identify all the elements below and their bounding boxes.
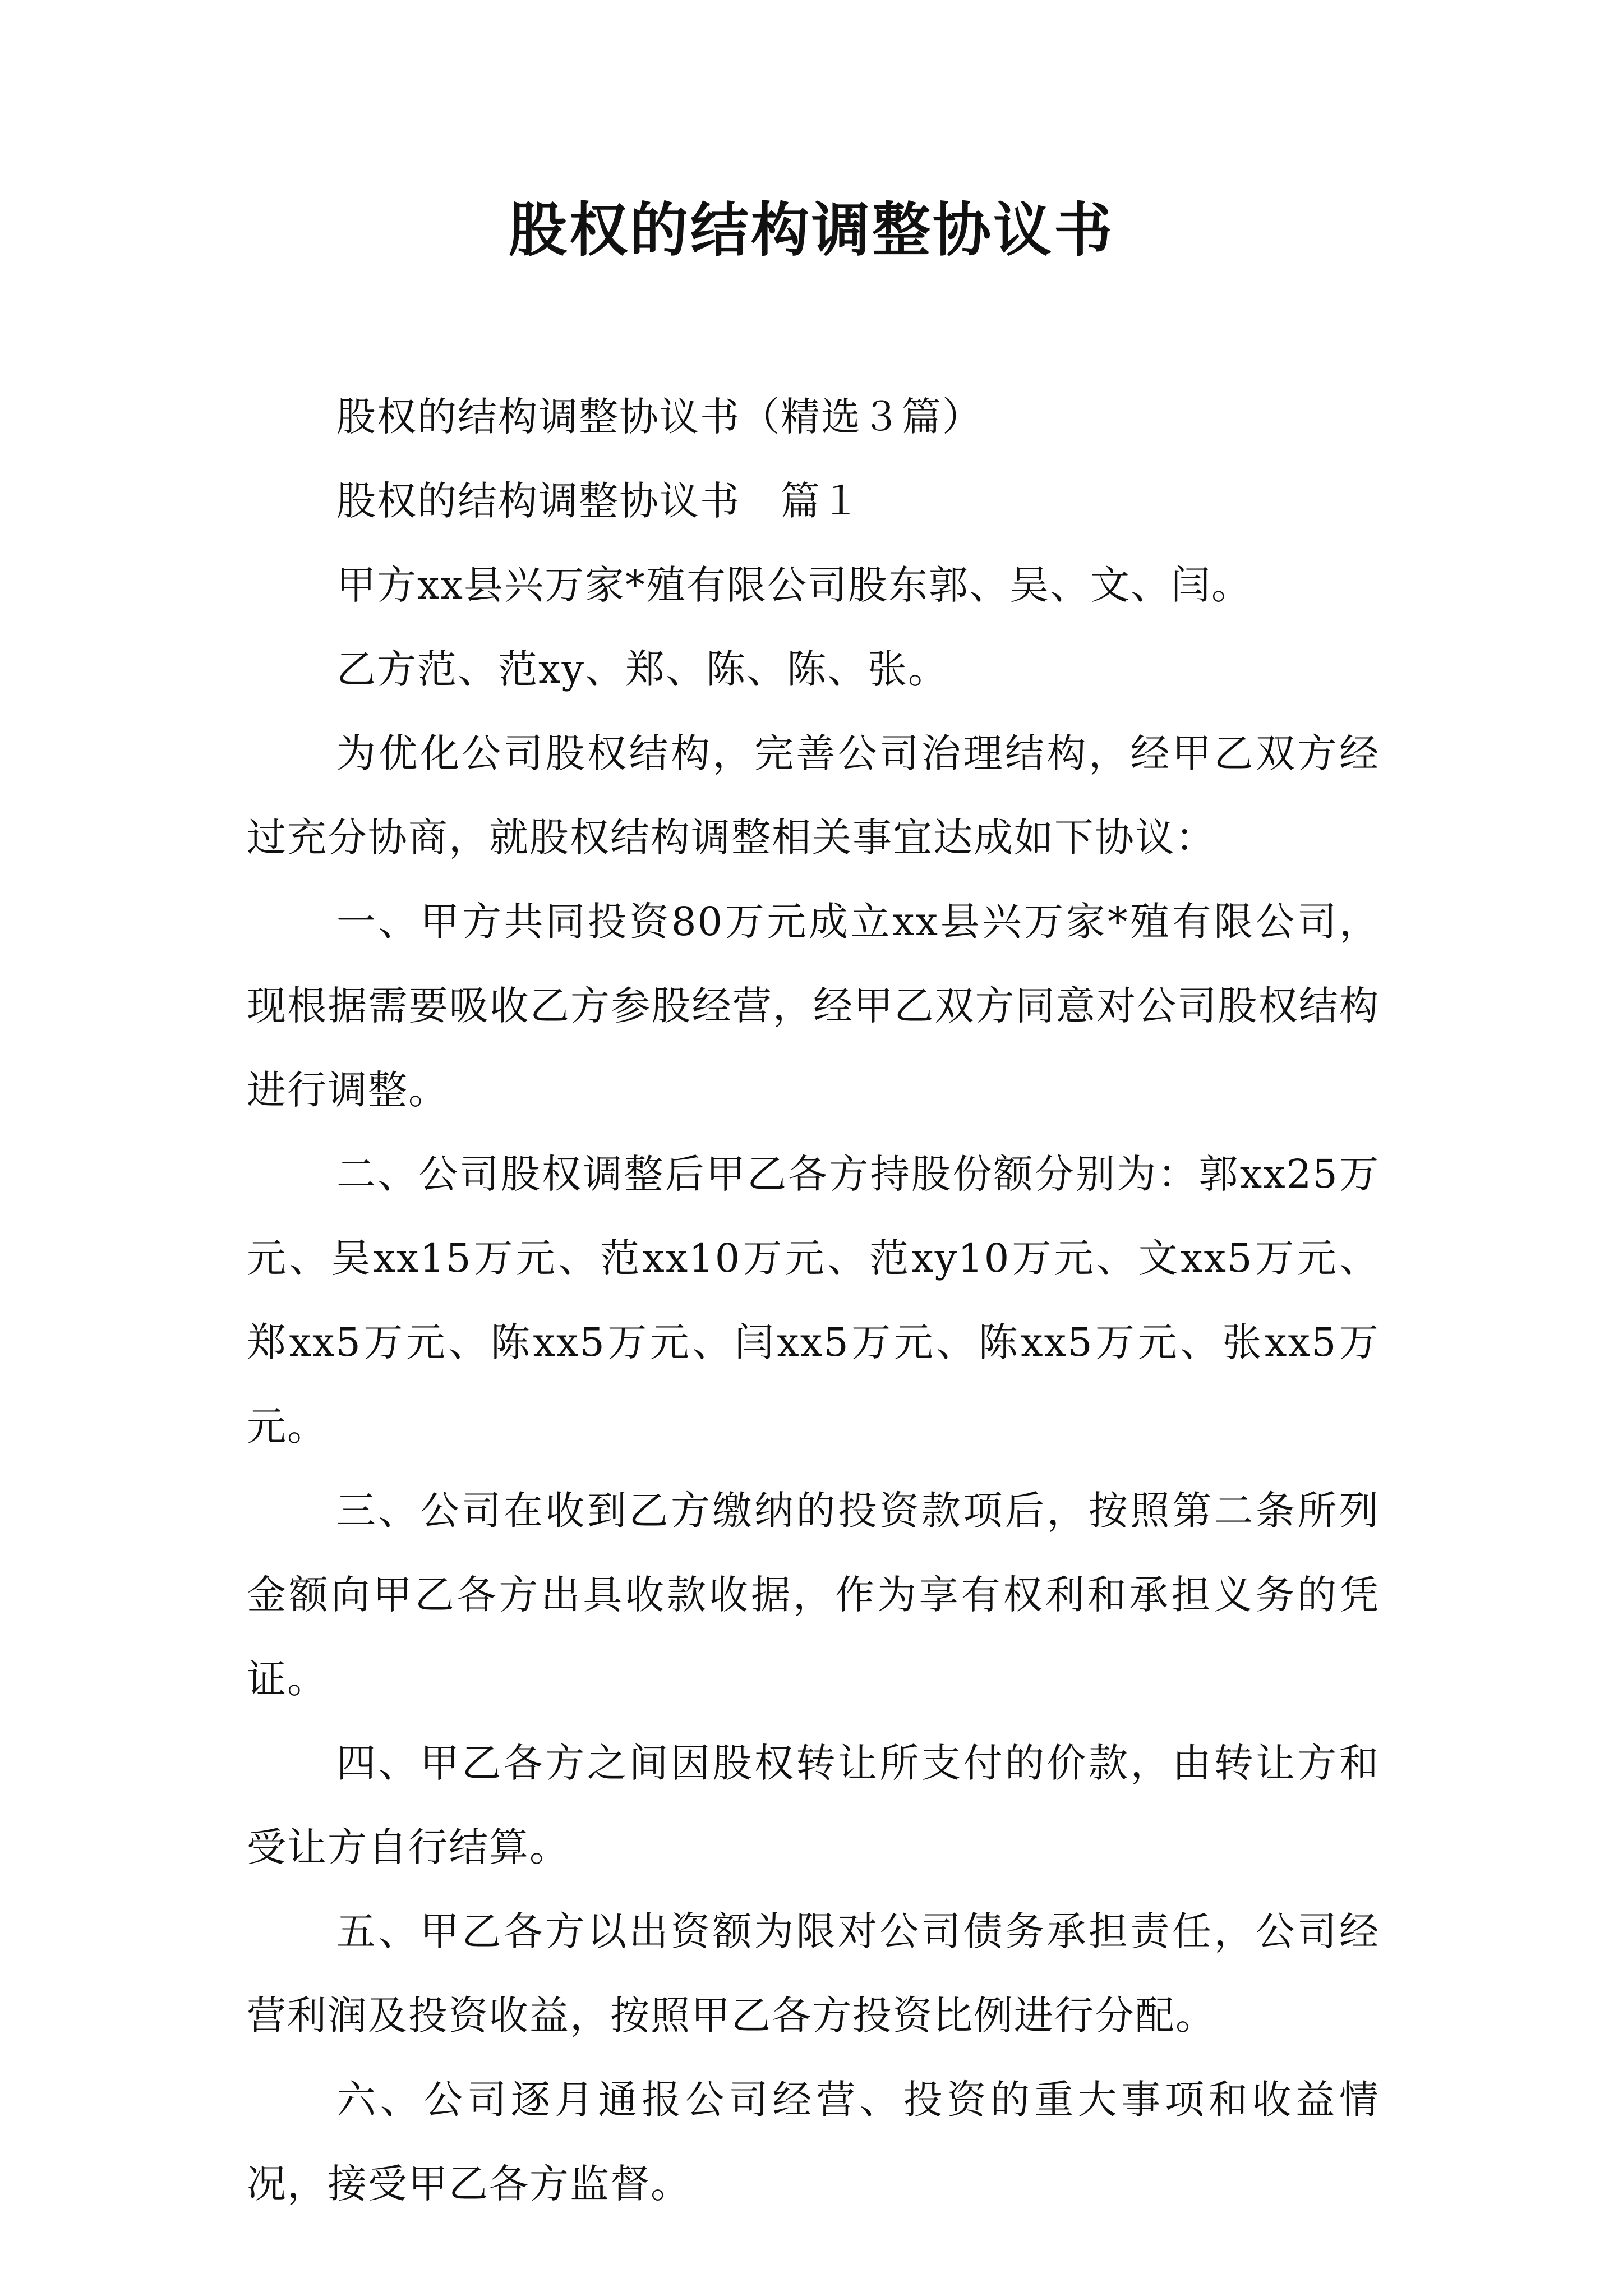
document-title: 股权的结构调整协议书 [508,195,1114,264]
paragraph: 股权的结构调整协议书 篇１ [336,478,861,524]
paragraph: 股权的结构调整协议书（精选３篇） [336,394,983,440]
paragraph: 乙方范、范xy、郑、陈、陈、张。 [336,646,949,692]
document-body [247,375,1380,2226]
paragraph: 四、甲乙各方之间因股权转让所支付的价款，由转让方和受让方自行结算。 [247,1740,1380,1870]
paragraph: 甲方xx县兴万家*殖有限公司股东郭、吴、文、闫。 [336,562,1252,608]
paragraph: 五、甲乙各方以出资额为限对公司债务承担责任，公司经营利润及投资收益，按照甲乙各方投资比例进行分配。 [247,1908,1380,2039]
paragraph: 三、公司在收到乙方缴纳的投资款项后，按照第二条所列金额向甲乙各方出具收款收据，作为享有权利和承担义务的凭证。 [247,1488,1380,1702]
paragraph: 为优化公司股权结构，完善公司治理结构，经甲乙双方经过充分协商，就股权结构调整相关事宜达成如下协议： [247,730,1380,861]
paragraph: 二、公司股权调整后甲乙各方持股份额分别为：郭xx25万元、吴xx15万元、范xx10万元、范xy10万元、文xx5万元、郑xx5万元、陈xx5万元、闫xx5万元、陈xx5万元、张xx5万元。 [247,1151,1380,1450]
paragraph: 一、甲方共同投资80万元成立xx县兴万家*殖有限公司，现根据需要吸收乙方参股经营，经甲乙双方同意对公司股权结构进行调整。 [247,899,1380,1113]
paragraph: 六、公司逐月通报公司经营、投资的重大事项和收益情况，接受甲乙各方监督。 [247,2077,1380,2207]
